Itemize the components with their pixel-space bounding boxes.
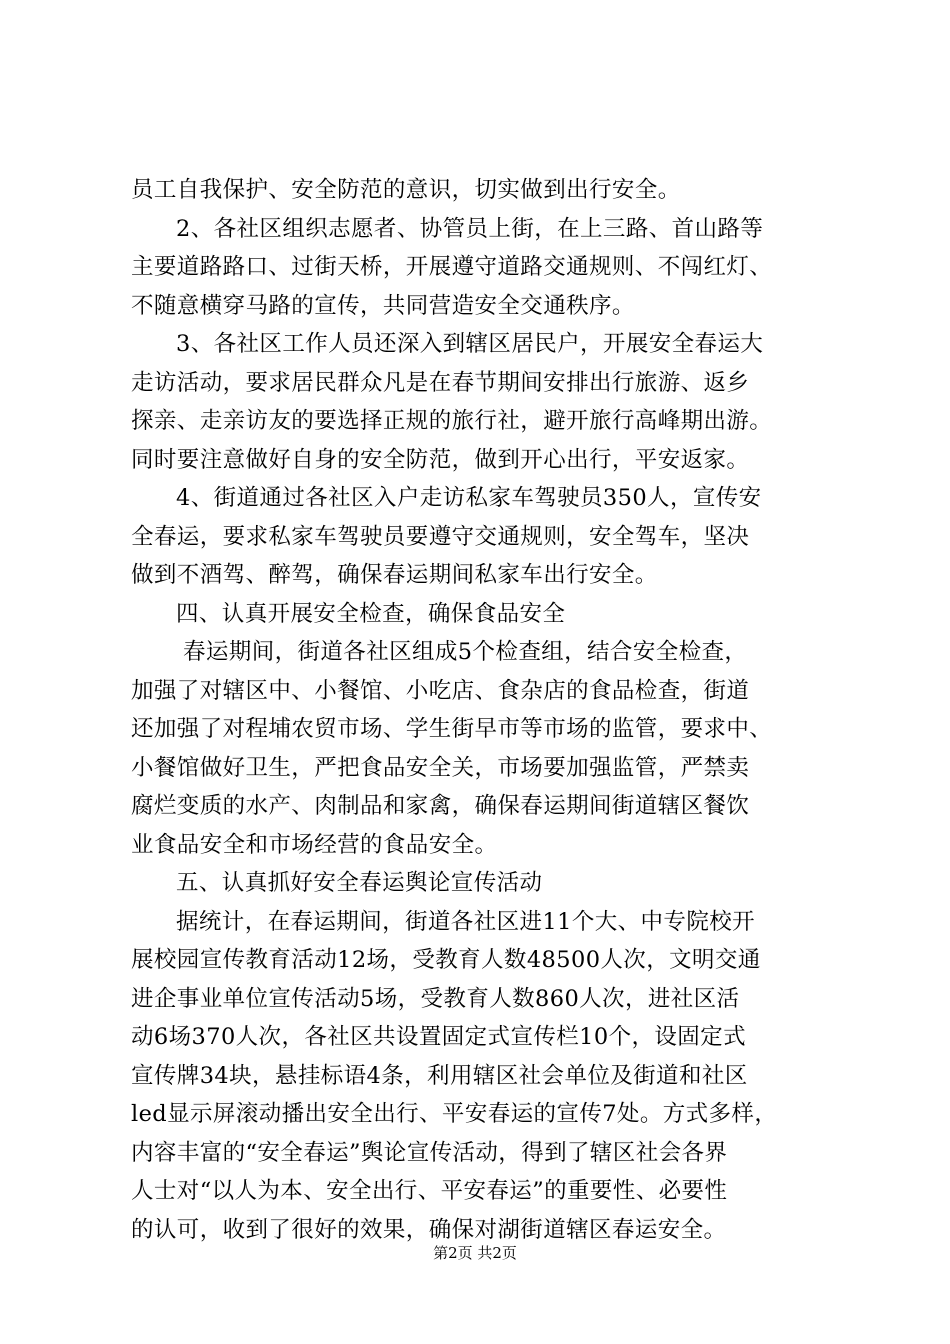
text-line: 员工自我保护、安全防范的意识，切实做到出行安全。	[131, 177, 681, 203]
text-line: 五、认真抓好安全春运舆论宣传活动	[176, 870, 543, 896]
text-line: 的认可，收到了很好的效果，确保对湖街道辖区春运安全。	[131, 1216, 727, 1243]
text-line: 动6场370人次，各社区共设置固定式宣传栏10个，设固定式	[131, 1024, 746, 1050]
text-line: 展校园宣传教育活动12场，受教育人数48500人次，文明交通	[131, 947, 761, 973]
text-line: 腐烂变质的水产、肉制品和家禽，确保春运期间街道辖区餐饮	[131, 793, 750, 819]
text-line: led显示屏滚动播出安全出行、平安春运的宣传7处。方式多样，	[131, 1101, 778, 1127]
text-line: 进企事业单位宣传活动5场，受教育人数860人次，进社区活	[131, 985, 740, 1012]
text-line: 宣传牌34块，悬挂标语4条，利用辖区社会单位及街道和社区	[131, 1062, 748, 1089]
text-line: 内容丰富的“安全春运”舆论宣传活动，得到了辖区社会各界	[131, 1139, 728, 1166]
document-body	[131, 171, 831, 1249]
text-line: 四、认真开展安全检查，确保食品安全	[176, 600, 566, 627]
text-line: 探亲、走亲访友的要选择正规的旅行社，避开旅行高峰期出游。	[131, 408, 773, 434]
text-line: 全春运，要求私家车驾驶员要遵守交通规则，安全驾车，坚决	[131, 523, 750, 550]
page-footer: 第2页 共2页	[433, 1244, 517, 1262]
text-line: 小餐馆做好卫生，严把食品安全关，市场要加强监管，严禁卖	[131, 754, 750, 781]
text-line: 不随意横穿马路的宣传，共同营造安全交通秩序。	[131, 292, 635, 319]
text-line: 同时要注意做好自身的安全防范，做到开心出行，平安返家。	[131, 446, 750, 473]
text-line: 2、各社区组织志愿者、协管员上街，在上三路、首山路等	[176, 215, 764, 242]
text-line: 3、各社区工作人员还深入到辖区居民户，开展安全春运大	[176, 331, 764, 357]
text-line: 主要道路路口、过街天桥，开展遵守道路交通规则、不闯红灯、	[131, 254, 773, 280]
text-line: 春运期间，街道各社区组成5个检查组，结合安全检查，	[183, 639, 748, 665]
text-line: 据统计，在春运期间，街道各社区进11个大、中专院校开	[176, 908, 756, 935]
text-line: 走访活动，要求居民群众凡是在春节期间安排出行旅游、返乡	[131, 369, 750, 396]
text-line: 做到不酒驾、醉驾，确保春运期间私家车出行安全。	[131, 562, 658, 588]
text-line: 还加强了对程埔农贸市场、学生街早市等市场的监管，要求中、	[131, 716, 773, 742]
text-line: 人士对“以人为本、安全出行、平安春运”的重要性、必要性	[131, 1178, 728, 1204]
text-line: 业食品安全和市场经营的食品安全。	[131, 831, 498, 858]
text-line: 加强了对辖区中、小餐馆、小吃店、食杂店的食品检查，街道	[131, 677, 750, 704]
text-line: 4、街道通过各社区入户走访私家车驾驶员350人，宣传安	[176, 485, 762, 511]
